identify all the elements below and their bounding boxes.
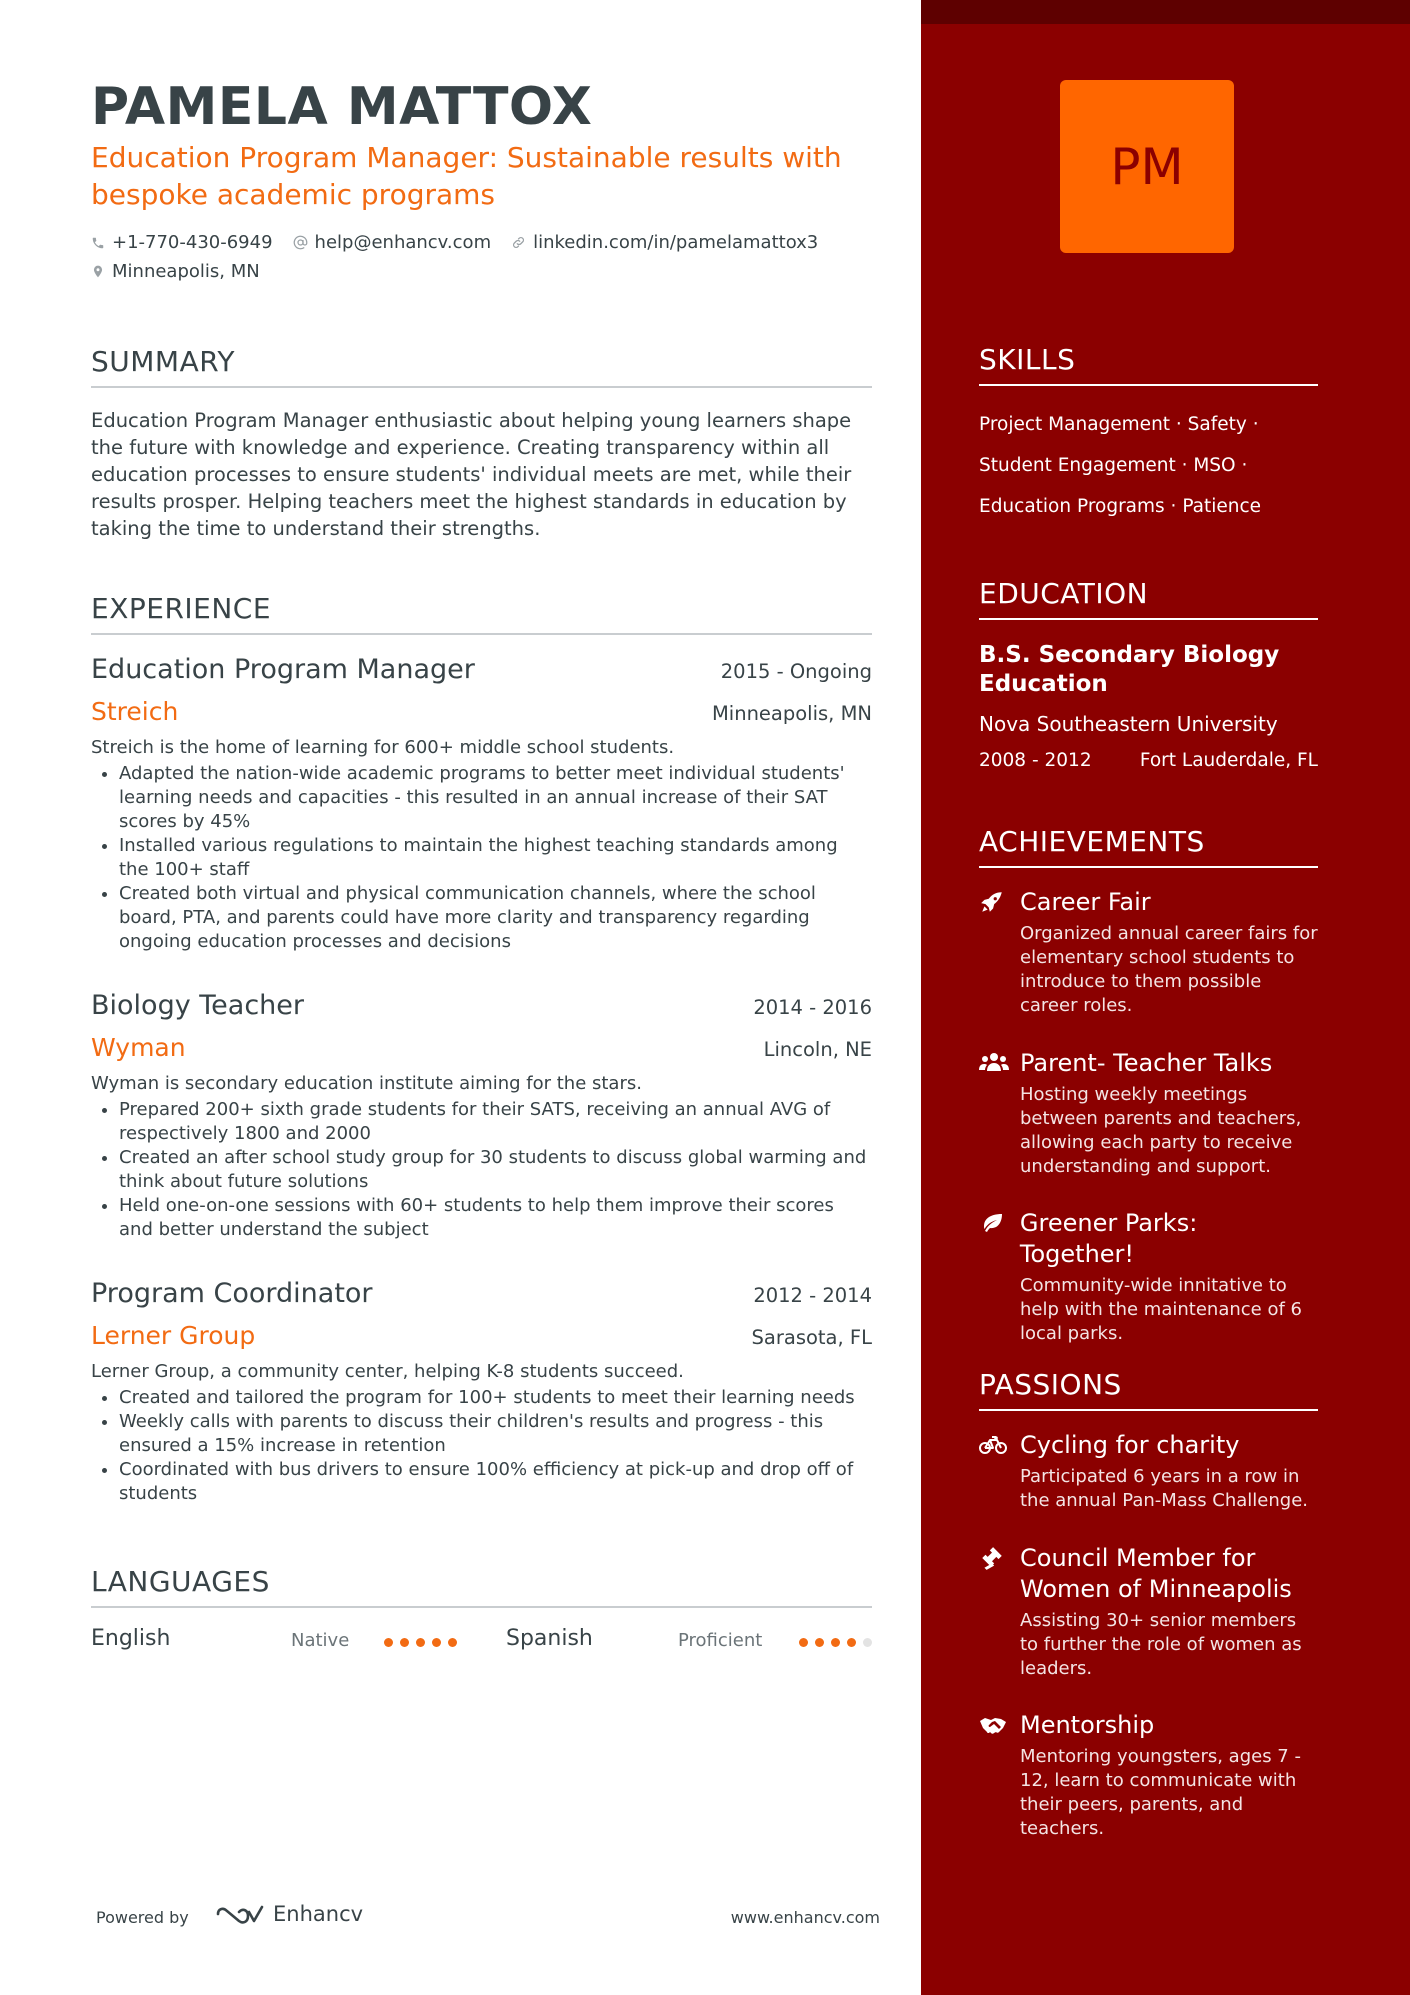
candidate-name: PAMELA MATTOX	[91, 77, 593, 137]
job-bullet: • Created and tailored the program for 100+ students to meet their learning needs	[119, 1386, 872, 1410]
job-company: Streich	[91, 697, 179, 726]
passions-heading: PASSIONS	[979, 1368, 1318, 1411]
achievement-item	[979, 1048, 1318, 1179]
job-description: Wyman is secondary education institute aiming for the stars.	[91, 1073, 642, 1094]
contact-info	[91, 228, 891, 286]
candidate-headline: Education Program Manager: Sustainable results with bespoke academic programs	[91, 141, 842, 211]
avatar: PM	[1060, 80, 1234, 253]
job-bullet: • Weekly calls with parents to discuss their children's results and progress - this ensured a 15% increase in retention	[119, 1410, 872, 1458]
job-description: Lerner Group, a community center, helping K-8 students succeed.	[91, 1361, 684, 1382]
skill-line: Education Programs · Patience	[979, 496, 1262, 517]
education-degree: B.S. Secondary Biology Education	[979, 642, 1280, 697]
linkedin-contact[interactable]	[511, 232, 818, 253]
job-bullets	[91, 1098, 872, 1242]
gavel-icon	[979, 1543, 1011, 1573]
passion-title: Council Member for Women of Minneapolis	[1020, 1544, 1292, 1603]
rocket-icon	[979, 887, 1011, 917]
summary-text: Education Program Manager enthusiastic about helping young learners shape the future with knowledge and experience. Creating transparency within all education processes to ensure students' individual meets are met, while their results prosper. Helping teachers meet the highest standards in education by taking the time to understand their strengths.	[91, 409, 852, 540]
achievement-title: Career Fair	[1020, 888, 1151, 916]
location-contact	[91, 261, 260, 282]
job-bullet: • Created both virtual and physical communication channels, where the school board, PTA, and parents could have more clarity and transparency regarding ongoing education processes and decisions	[119, 882, 872, 954]
rating-dot-filled	[831, 1638, 840, 1647]
skill-line: Project Management · Safety ·	[979, 414, 1259, 435]
phone-contact[interactable]	[91, 232, 273, 253]
location-text: Minneapolis, MN	[112, 261, 260, 282]
job-location: Sarasota, FL	[751, 1326, 872, 1349]
job-location: Minneapolis, MN	[711, 702, 872, 725]
experience-heading: EXPERIENCE	[91, 592, 872, 635]
language-rating	[384, 1638, 464, 1647]
passion-desc: Participated 6 years in a row in the annual Pan-Mass Challenge.	[1020, 1466, 1308, 1511]
job-bullets	[91, 762, 872, 954]
phone-text: +1-770-430-6949	[112, 232, 273, 253]
skill-line: Student Engagement · MSO ·	[979, 455, 1248, 476]
rating-dot-filled	[416, 1638, 425, 1647]
rating-dot-filled	[400, 1638, 409, 1647]
language-level: Proficient	[678, 1630, 763, 1651]
job-company: Lerner Group	[91, 1321, 256, 1350]
job-location: Lincoln, NE	[763, 1038, 872, 1061]
language-rating	[799, 1638, 879, 1647]
map-pin-icon	[91, 264, 105, 279]
handshake-icon	[979, 1710, 1011, 1740]
job-dates: 2015 - Ongoing	[720, 660, 872, 683]
job-title: Biology Teacher	[91, 990, 304, 1021]
achievement-title: Greener Parks: Together!	[1019, 1209, 1198, 1268]
skills-list	[979, 404, 1318, 527]
passion-item	[979, 1710, 1318, 1841]
languages-list	[91, 1626, 872, 1660]
at-icon	[293, 235, 308, 250]
passion-desc: Assisting 30+ senior members to further the role of women as leaders.	[1020, 1610, 1302, 1679]
enhancv-logo[interactable]	[215, 1902, 363, 1926]
users-icon	[979, 1048, 1011, 1078]
job-title: Education Program Manager	[91, 654, 475, 685]
enhancv-url[interactable]: www.enhancv.com	[730, 1908, 880, 1927]
languages-heading: LANGUAGES	[91, 1565, 872, 1608]
achievement-desc: Organized annual career fairs for elementary school students to introduce to them possible career roles.	[1020, 923, 1318, 1016]
education-school: Nova Southeastern University	[979, 712, 1278, 736]
link-icon	[511, 235, 526, 250]
footer	[96, 1900, 880, 1940]
rating-dot-filled	[448, 1638, 457, 1647]
job-bullet: • Created an after school study group for 30 students to discuss global warming and think about future solutions	[119, 1146, 872, 1194]
passion-title: Mentorship	[1020, 1711, 1155, 1739]
achievement-desc: Community-wide innitative to help with the maintenance of 6 local parks.	[1020, 1275, 1302, 1344]
language-level: Native	[291, 1630, 350, 1651]
email-contact[interactable]	[293, 232, 492, 253]
powered-by-label: Powered by	[96, 1908, 189, 1927]
phone-icon	[91, 236, 105, 250]
job-title: Program Coordinator	[91, 1278, 373, 1309]
passion-item	[979, 1543, 1318, 1681]
achievement-desc: Hosting weekly meetings between parents and teachers, allowing each party to receive understanding and support.	[1020, 1084, 1302, 1177]
leaf-icon	[979, 1208, 1011, 1238]
rating-dot-filled	[799, 1638, 808, 1647]
passion-desc: Mentoring youngsters, ages 7 - 12, learn to communicate with their peers, parents, and teachers.	[1020, 1746, 1301, 1839]
passion-item	[979, 1430, 1318, 1513]
rating-dot-filled	[432, 1638, 441, 1647]
job-entry	[91, 652, 872, 954]
sidebar-top-bar	[921, 0, 1410, 24]
education-location: Fort Lauderdale, FL	[1139, 750, 1318, 771]
job-bullet: • Installed various regulations to maintain the highest teaching standards among the 100+ staff	[119, 834, 872, 882]
education-dates: 2008 - 2012	[979, 750, 1092, 771]
education-entry	[979, 641, 1318, 771]
achievement-item	[979, 887, 1318, 1018]
language-name: Spanish	[506, 1626, 593, 1651]
job-company: Wyman	[91, 1033, 186, 1062]
rating-dot-filled	[815, 1638, 824, 1647]
job-description: Streich is the home of learning for 600+ middle school students.	[91, 737, 675, 758]
achievements-heading: ACHIEVEMENTS	[979, 825, 1318, 868]
summary-heading: SUMMARY	[91, 345, 872, 388]
job-bullet: • Held one-on-one sessions with 60+ students to help them improve their scores and better understand the subject	[119, 1194, 872, 1242]
bicycle-icon	[979, 1430, 1011, 1460]
rating-dot-empty	[863, 1638, 872, 1647]
achievement-title: Parent- Teacher Talks	[1020, 1049, 1273, 1077]
job-bullet: • Adapted the nation-wide academic programs to better meet individual students' learning needs and capacities - this resulted in an annual increase of their SAT scores by 45%	[119, 762, 872, 834]
job-dates: 2012 - 2014	[753, 1284, 872, 1307]
education-heading: EDUCATION	[979, 577, 1318, 620]
job-bullets	[91, 1386, 872, 1506]
job-dates: 2014 - 2016	[753, 996, 872, 1019]
job-bullet: • Prepared 200+ sixth grade students for their SATS, receiving an annual AVG of respectively 1800 and 2000	[119, 1098, 872, 1146]
passion-title: Cycling for charity	[1020, 1431, 1240, 1459]
enhancv-brand: Enhancv	[273, 1902, 364, 1926]
skills-heading: SKILLS	[979, 343, 1318, 386]
job-entry	[91, 988, 872, 1242]
enhancv-logo-icon	[215, 1902, 265, 1926]
job-bullet: • Coordinated with bus drivers to ensure 100% efficiency at pick-up and drop off of students	[119, 1458, 872, 1506]
achievement-item	[979, 1208, 1318, 1346]
language-name: English	[91, 1626, 171, 1651]
linkedin-text: linkedin.com/in/pamelamattox3	[533, 232, 819, 253]
rating-dot-filled	[847, 1638, 856, 1647]
rating-dot-filled	[384, 1638, 393, 1647]
email-text: help@enhancv.com	[314, 232, 492, 253]
job-entry	[91, 1276, 872, 1506]
